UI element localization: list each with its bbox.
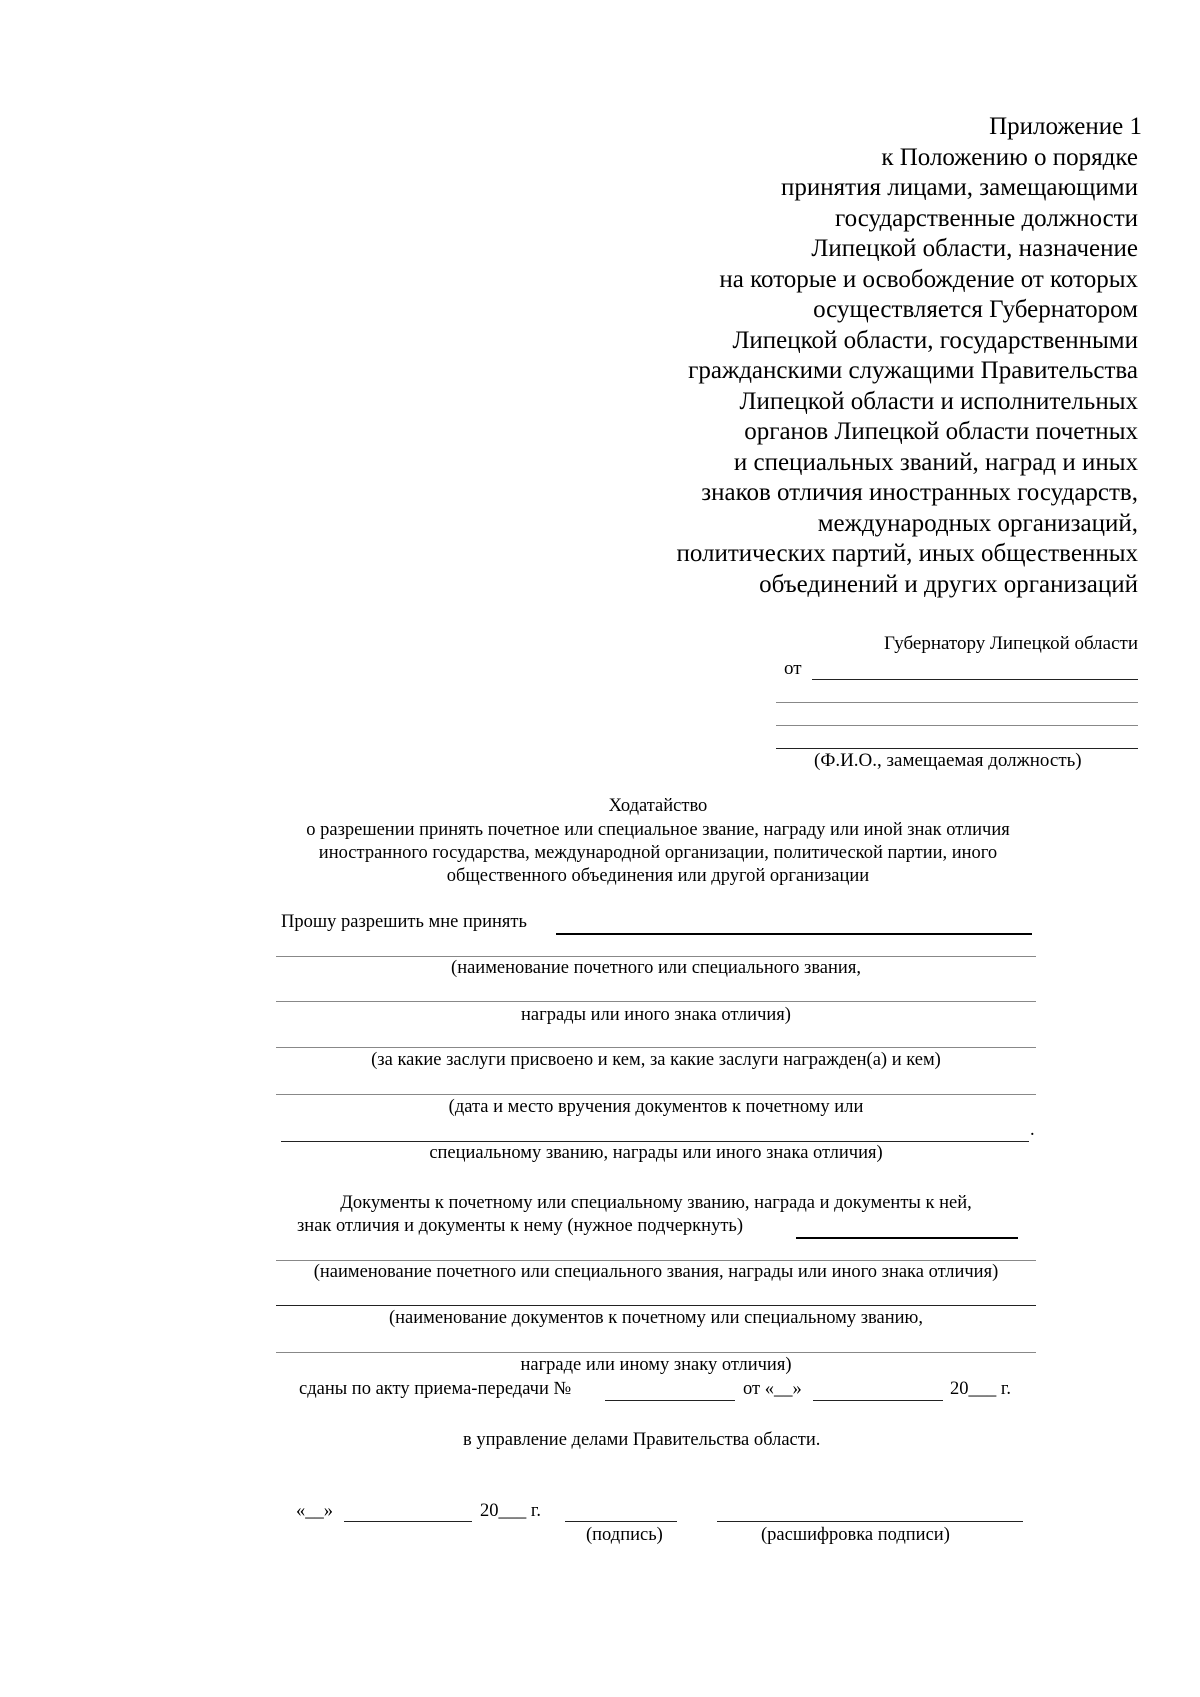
award-name-field-2[interactable] [276, 956, 1036, 957]
docs-text-line-2: знак отличия и документы к нему (нужное подчеркнуть) [297, 1216, 743, 1236]
signature-field[interactable] [565, 1521, 677, 1522]
act-year: 20___ г. [950, 1379, 1012, 1399]
appendix-line: Липецкой области, назначение [811, 235, 1138, 262]
docs-text-line-1: Документы к почетному или специальному званию, награда и документы к ней, [340, 1193, 972, 1213]
fio-caption: (Ф.И.О., замещаемая должность) [814, 750, 1082, 771]
signature-caption: (подпись) [586, 1525, 663, 1545]
appendix-line: к Положению о порядке [881, 143, 1138, 171]
award-type-field[interactable] [276, 1001, 1036, 1002]
petition-subtitle-line: иностранного государства, международной организации, политической партии, иного [318, 843, 998, 863]
appendix-line: принятия лицами, замещающими [781, 174, 1138, 201]
appendix-line: и специальных званий, наград и иных [733, 448, 1138, 476]
act-number-field[interactable] [605, 1400, 735, 1401]
appendix-line: объединений и других организаций [759, 570, 1138, 598]
petition-subtitle-line: о разрешении принять почетное или специальное звание, награду или иной знак отличия [306, 820, 1010, 840]
signature-decode-caption: (расшифровка подписи) [761, 1525, 950, 1545]
handed-to: в управление делами Правительства области. [463, 1430, 821, 1450]
addressee-to: Губернатору Липецкой области [883, 633, 1138, 654]
from-fio-field-2[interactable] [776, 702, 1138, 703]
sign-month-field[interactable] [344, 1521, 472, 1522]
from-fio-field-4[interactable] [776, 748, 1138, 749]
docs-name-field[interactable] [276, 1260, 1036, 1261]
appendix-header [578, 112, 1142, 600]
award-name-field[interactable] [556, 933, 1032, 935]
appendix-line: Липецкой области, государственными [732, 326, 1138, 354]
date-place-field[interactable] [276, 1094, 1036, 1095]
appendix-line: Приложение 1 [989, 113, 1142, 140]
caption-docs-list: (наименование документов к почетному или специальному званию, [389, 1308, 923, 1328]
petition-title: Ходатайство [608, 796, 708, 816]
from-label: от [784, 658, 802, 679]
caption-date-place-end: специальному званию, награды или иного знака отличия) [429, 1143, 883, 1163]
caption-docs-award-name: (наименование почетного или специального звания, награды или иного знака отличия) [313, 1262, 999, 1282]
caption-date-place: (дата и место вручения документов к почетному или [448, 1097, 864, 1117]
caption-award-type: награды или иного знака отличия) [521, 1005, 791, 1025]
signature-decode-field[interactable] [717, 1521, 1023, 1522]
request-text: Прошу разрешить мне принять [281, 912, 527, 932]
period-mark: . [1030, 1120, 1035, 1140]
appendix-line: гражданскими служащими Правительства [688, 357, 1138, 384]
docs-underline-field[interactable] [796, 1237, 1018, 1239]
docs-list-field[interactable] [276, 1305, 1036, 1306]
act-month-field[interactable] [813, 1400, 943, 1401]
act-prefix: сданы по акту приема-передачи № [299, 1379, 572, 1399]
appendix-line: государственные должности [835, 204, 1138, 232]
merits-field[interactable] [276, 1047, 1036, 1048]
sign-date-quote: «__» [296, 1501, 333, 1521]
from-fio-field[interactable] [812, 679, 1138, 680]
caption-docs-list-end: награде или иному знаку отличия) [520, 1355, 792, 1375]
appendix-line: органов Липецкой области почетных [744, 418, 1138, 445]
petition-subtitle-line: общественного объединения или другой организации [446, 866, 870, 886]
sign-year: 20___ г. [480, 1501, 542, 1521]
appendix-line: политических партий, иных общественных [676, 540, 1138, 567]
appendix-line: международных организаций, [817, 509, 1138, 537]
caption-merits: (за какие заслуги присвоено и кем, за какие заслуги награжден(а) и кем) [371, 1050, 941, 1070]
act-from: от «__» [743, 1379, 802, 1399]
appendix-line: Липецкой области и исполнительных [739, 387, 1138, 415]
docs-list-field-2[interactable] [276, 1352, 1036, 1353]
caption-award-name: (наименование почетного или специального звания, [451, 958, 861, 978]
appendix-line: осуществляется Губернатором [813, 296, 1138, 323]
appendix-line: знаков отличия иностранных государств, [701, 479, 1138, 506]
from-fio-field-3[interactable] [776, 725, 1138, 726]
date-place-field-2[interactable] [281, 1141, 1029, 1142]
appendix-line: на которые и освобождение от которых [719, 265, 1138, 293]
